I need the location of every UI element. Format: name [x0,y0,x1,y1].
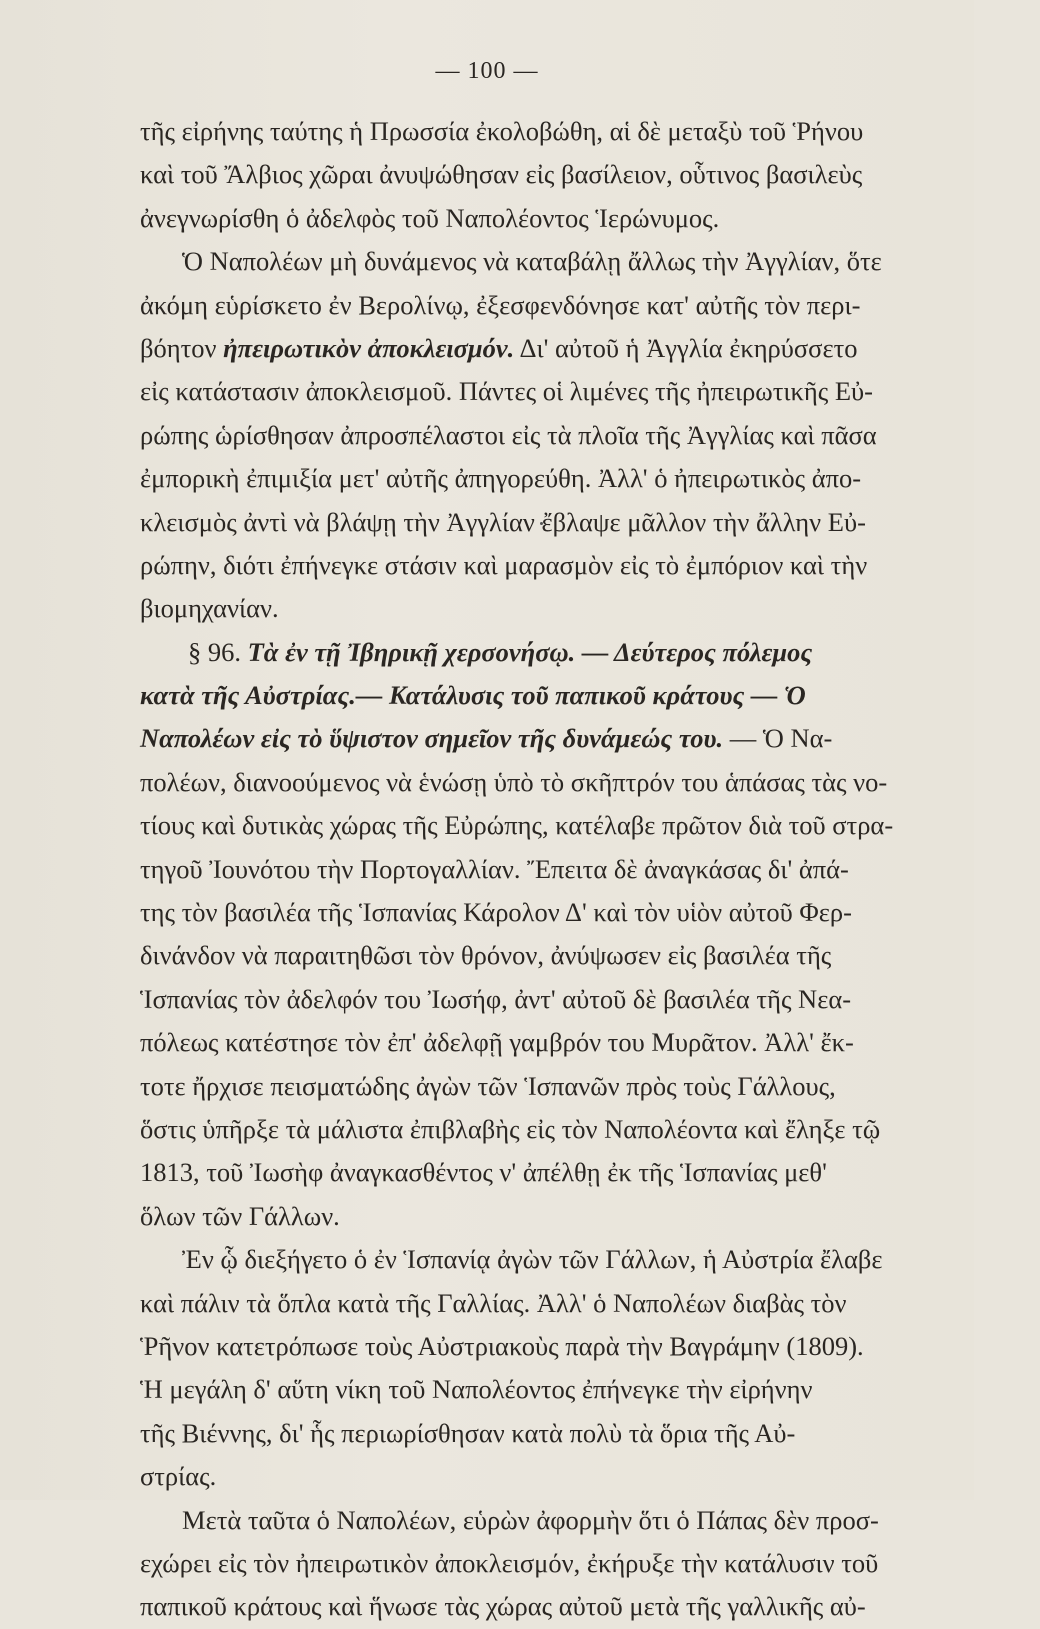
text-line: τηγοῦ Ἰουνότου τὴν Πορτογαλλίαν. Ἔπειτα δὲ ἀναγκάσας δι' ἀπά- [140,853,849,884]
text-line: ρώπης ὡρίσθησαν ἀπροσπέλαστοι εἰς τὰ πλοῖα τῆς Ἀγγλίας καὶ πᾶσα [140,419,877,450]
text-line: εχώρει εἰς τὸν ἠπειρωτικὸν ἀποκλεισμόν, ἐκήρυξε τὴν κατάλυσιν τοῦ [140,1547,879,1578]
text-line [140,674,1040,717]
text-line: τῆς Βιέννης, δι' ἧς περιωρίσθησαν κατὰ πολὺ τὰ ὅρια τῆς Αὐ- [140,1417,796,1448]
text-line: 1813, τοῦ Ἰωσὴφ ἀναγκασθέντος ν' ἀπέλθῃ ἐκ τῆς Ἱσπανίας μεθ' [140,1157,827,1188]
text-line: δινάνδον νὰ παραιτηθῶσι τὸν θρόνον, ἀνύψωσεν εἰς βασιλέα τῆς [140,940,832,971]
text-run: — Ὁ Να- [723,723,833,754]
bold-italic-heading: Τὰ ἐν τῇ Ἰβηρικῇ χερσονήσῳ. — Δεύτερος πόλεμος [247,636,813,667]
text-line: εἰς κατάστασιν ἀποκλεισμοῦ. Πάντες οἱ λιμένες τῆς ἠπειρωτικῆς Εὐ- [140,376,873,407]
text-line [140,717,1040,760]
text-line: ρώπην, διότι ἐπήνεγκε στάσιν καὶ μαρασμὸν εἰς τὸ ἐμπόριον καὶ τὴν [140,549,868,580]
text-line: Μετὰ ταῦτα ὁ Ναπολέων, εὑρὼν ἀφορμὴν ὅτι ὁ Πάπας δὲν προσ- [182,1504,879,1535]
bold-italic-heading: ἠπειρωτικὸν ἀποκλεισμόν. [223,332,515,363]
text-line: πολέων, διανοούμενος νὰ ἑνώσῃ ὑπὸ τὸ σκῆπτρόν του ἁπάσας τὰς νο- [140,766,888,797]
text-line: Ὁ Ναπολέων μὴ δυνάμενος νὰ καταβάλῃ ἄλλως τὴν Ἀγγλίαν, ὅτε [182,246,882,277]
text-line: παπικοῦ κράτους καὶ ἥνωσε τὰς χώρας αὐτοῦ μετὰ τῆς γαλλικῆς αὐ- [140,1591,866,1622]
text-line: Ἡ μεγάλη δ' αὕτη νίκη τοῦ Ναπολέοντος ἐπήνεγκε τὴν εἰρήνην [140,1374,813,1405]
text-line: κλεισμὸς ἀντὶ νὰ βλάψῃ τὴν Ἀγγλίαν ἔβλαψε μᾶλλον τὴν ἄλλην Εὐ- [140,506,866,537]
body-text [140,110,1040,1629]
text-line: ὅλων τῶν Γάλλων. [140,1200,340,1231]
text-line: της τὸν βασιλέα τῆς Ἱσπανίας Κάρολον Δ' καὶ τὸν υἱὸν αὐτοῦ Φερ- [140,897,852,928]
text-run: § 96. [188,636,248,667]
text-line: Ἐν ᾧ διεξήγετο ὁ ἐν Ἱσπανίᾳ ἀγὼν τῶν Γάλλων, ἡ Αὐστρία ἔλαβε [182,1244,883,1275]
text-line: τίους καὶ δυτικὰς χώρας τῆς Εὐρώπης, κατέλαβε πρῶτον διὰ τοῦ στρα- [140,810,894,841]
text-line: καὶ τοῦ Ἄλβιος χῶραι ἀνυψώθησαν εἰς βασίλειον, οὗτινος βασιλεὺς [140,159,863,190]
text-line: ἀκόμη εὑρίσκετο ἐν Βερολίνῳ, ἐξεσφενδόνησε κατ' αὐτῆς τὸν περι- [140,289,861,320]
text-line: ὅστις ὑπῆρξε τὰ μάλιστα ἐπιβλαβὴς εἰς τὸν Ναπολέοντα καὶ ἔληξε τῷ [140,1113,881,1144]
text-line: βιομηχανίαν. [140,593,279,624]
text-run: Δι' αὐτοῦ ἡ Ἀγγλία ἐκηρύσσετο [514,332,858,363]
text-line: πόλεως κατέστησε τὸν ἐπ' ἀδελφῇ γαμβρόν του Μυρᾶτον. Ἀλλ' ἔκ- [140,1027,854,1058]
text-line [140,327,1040,370]
text-line: τῆς εἰρήνης ταύτης ἡ Πρωσσία ἐκολοβώθη, αἱ δὲ μεταξὺ τοῦ Ῥήνου [140,116,864,146]
text-line: Ἱσπανίας τὸν ἀδελφόν του Ἰωσήφ, ἀντ' αὐτοῦ δὲ βασιλέα τῆς Νεα- [140,983,852,1014]
page-number: — 100 — [435,58,539,84]
section-heading-line [140,631,1040,674]
text-line: τοτε ἤρχισε πεισματώδης ἀγὼν τῶν Ἱσπανῶν πρὸς τοὺς Γάλλους, [140,1070,836,1101]
text-line: Ῥῆνον κατετρόπωσε τοὺς Αὐστριακοὺς παρὰ τὴν Βαγράμην (1809). [140,1330,864,1361]
text-line: καὶ πάλιν τὰ ὅπλα κατὰ τῆς Γαλλίας. Ἀλλ' ὁ Ναπολέων διαβὰς τὸν [140,1287,847,1318]
bold-italic-heading: Ναπολέων εἰς τὸ ὕψιστον σημεῖον τῆς δυνάμεώς του. [140,723,724,754]
text-line: στρίας. [140,1461,217,1492]
text-line: ἐμπορικὴ ἐπιμιξία μετ' αὐτῆς ἀπηγορεύθη. Ἀλλ' ὁ ἠπειρωτικὸς ἀπο- [140,463,862,494]
text-line: ἀνεγνωρίσθη ὁ ἀδελφὸς τοῦ Ναπολέοντος Ἱερώνυμος. [140,202,720,233]
bold-italic-heading: κατὰ τῆς Αὐστρίας.— Κατάλυσις τοῦ παπικοῦ κράτους — Ὁ [140,680,806,711]
text-run: βόητον [140,332,224,363]
